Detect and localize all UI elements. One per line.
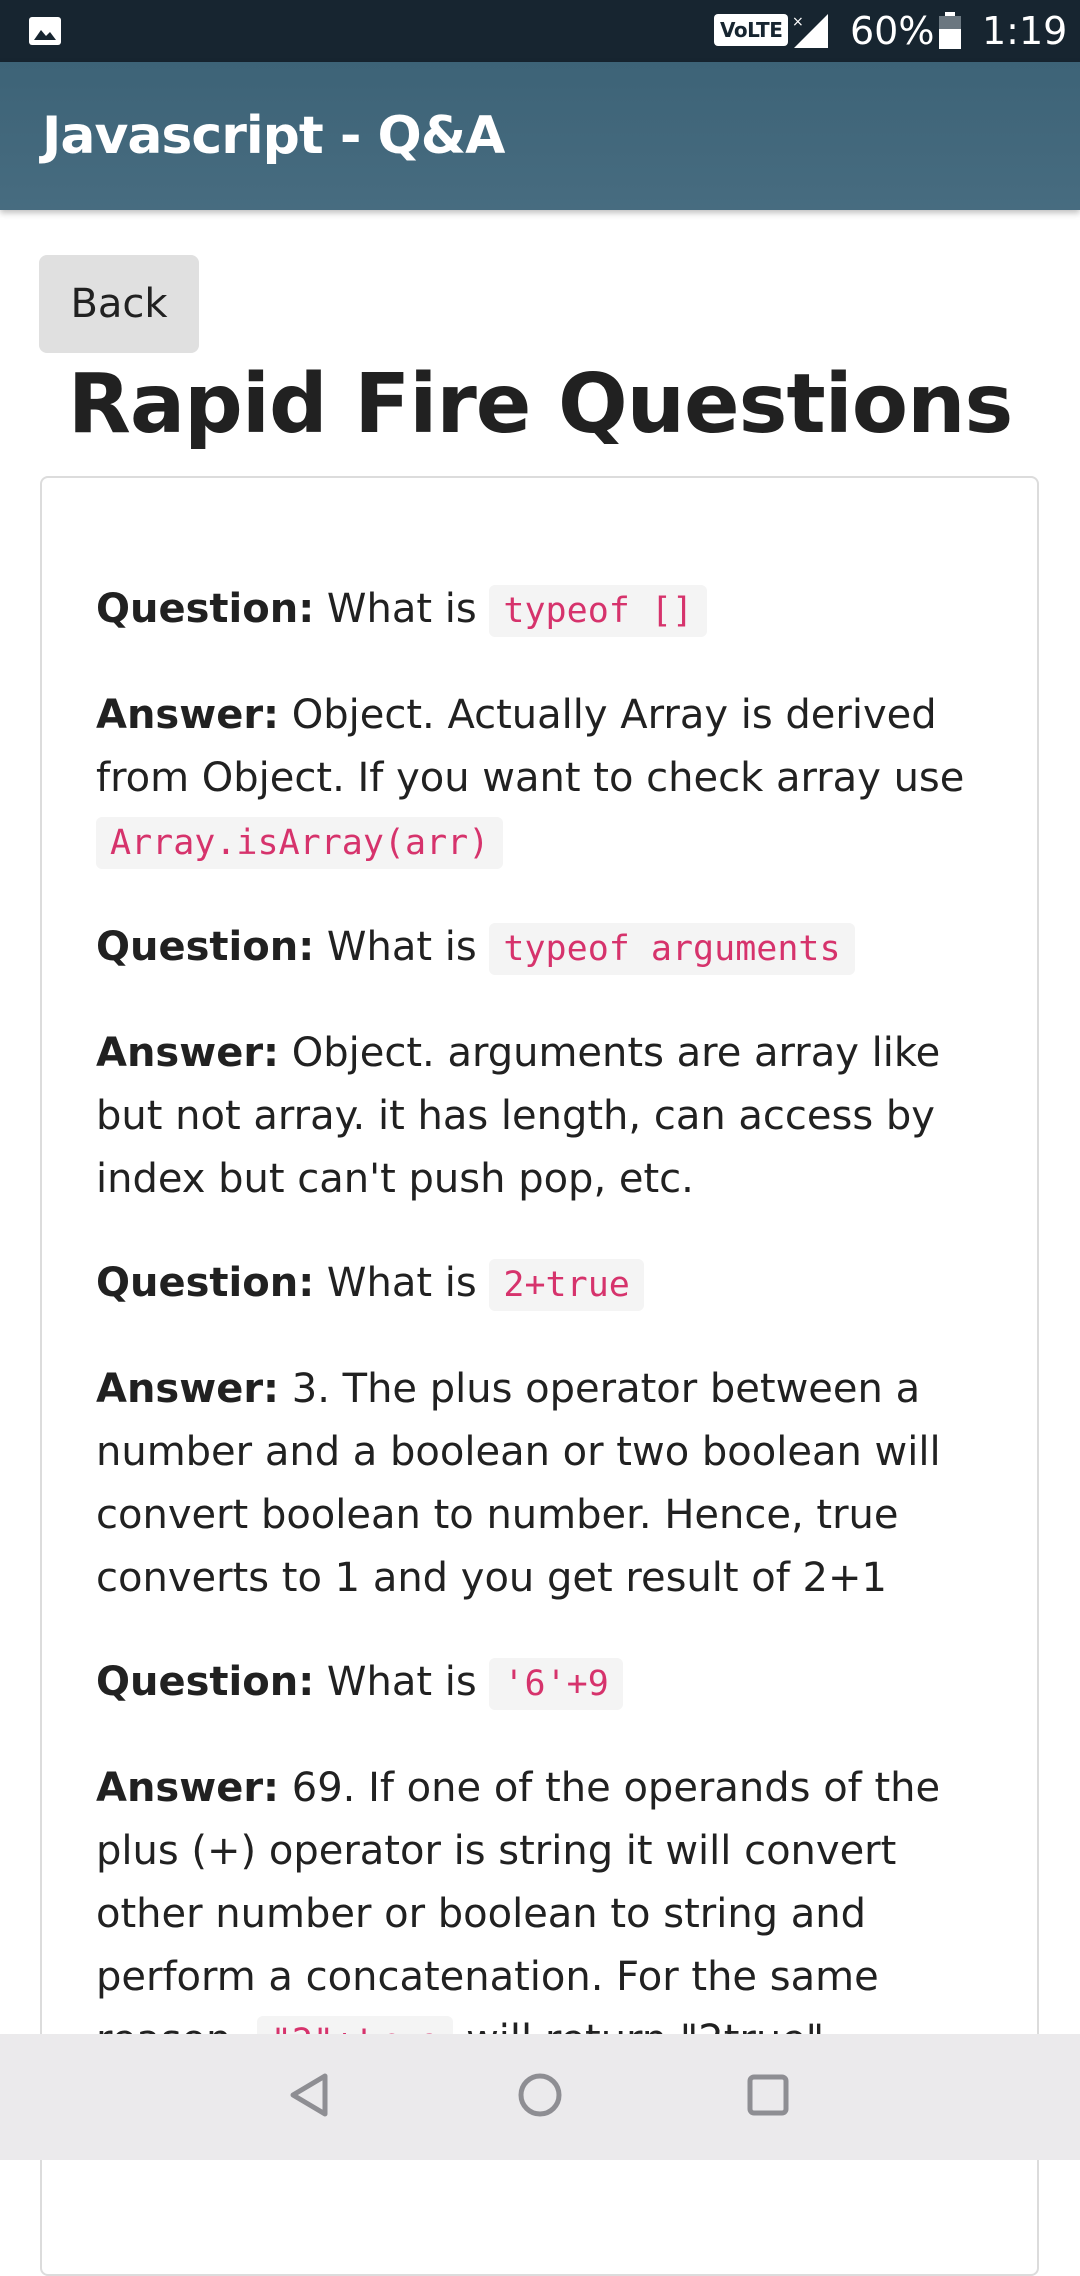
answer-text: 3. The plus operator between a number and a boolean or two boolean will convert boolean to number. Hence, true converts to 1 and you get result of 2+1 bbox=[96, 1366, 941, 1601]
answer-text: Object. arguments are array like but not array. it has length, can access by index but can't push pop, etc. bbox=[96, 1030, 941, 1202]
answer-label: Answer: bbox=[96, 1765, 280, 1811]
nav-back-icon[interactable] bbox=[275, 2060, 345, 2130]
answer-item bbox=[96, 684, 996, 875]
question-item bbox=[96, 1252, 996, 1317]
code-snippet: typeof [] bbox=[489, 585, 707, 637]
question-text: What is bbox=[314, 1659, 490, 1705]
question-label: Question: bbox=[96, 1659, 315, 1705]
qa-card bbox=[40, 476, 1039, 2276]
navigation-bar bbox=[0, 2034, 1080, 2160]
question-item bbox=[96, 1651, 996, 1716]
answer-label: Answer: bbox=[96, 1366, 280, 1412]
answer-item bbox=[96, 1757, 996, 2074]
code-snippet: '6'+9 bbox=[489, 1658, 622, 1710]
question-text: What is bbox=[314, 924, 490, 970]
app-bar bbox=[0, 62, 1080, 210]
qa-list bbox=[96, 578, 996, 2115]
question-label: Question: bbox=[96, 586, 315, 632]
gallery-icon bbox=[28, 16, 62, 46]
answer-text: Object. Actually Array is derived from Object. If you want to check array use bbox=[96, 692, 965, 801]
svg-text:×: × bbox=[792, 14, 804, 30]
status-bar bbox=[0, 0, 1080, 62]
page-title: Rapid Fire Questions bbox=[67, 357, 1013, 452]
question-label: Question: bbox=[96, 1260, 315, 1306]
answer-item bbox=[96, 1022, 996, 1211]
answer-item bbox=[96, 1358, 996, 1610]
answer-label: Answer: bbox=[96, 692, 280, 738]
code-snippet: 2+true bbox=[489, 1259, 643, 1311]
clock: 1:19 bbox=[982, 9, 1068, 53]
battery-icon bbox=[938, 12, 962, 50]
nav-home-icon[interactable] bbox=[505, 2060, 575, 2130]
volte-badge: VoLTE bbox=[714, 14, 788, 46]
question-text: What is bbox=[314, 586, 490, 632]
app-title: Javascript - Q&A bbox=[42, 106, 505, 166]
code-snippet: Array.isArray(arr) bbox=[96, 817, 503, 869]
answer-text: 69. If one of the operands of the plus (+) operator is string it will convert other number or boolean to string and perform a concatenation. For the same bbox=[96, 1765, 941, 2000]
back-button[interactable]: Back bbox=[39, 255, 199, 353]
signal-icon bbox=[790, 12, 830, 50]
question-text: What is bbox=[314, 1260, 490, 1306]
question-label: Question: bbox=[96, 924, 315, 970]
question-item bbox=[96, 916, 996, 981]
battery-percentage: 60% bbox=[850, 9, 935, 53]
nav-recent-icon[interactable] bbox=[733, 2060, 803, 2130]
question-item bbox=[96, 578, 996, 643]
code-snippet: typeof arguments bbox=[489, 923, 854, 975]
answer-label: Answer: bbox=[96, 1030, 280, 1076]
